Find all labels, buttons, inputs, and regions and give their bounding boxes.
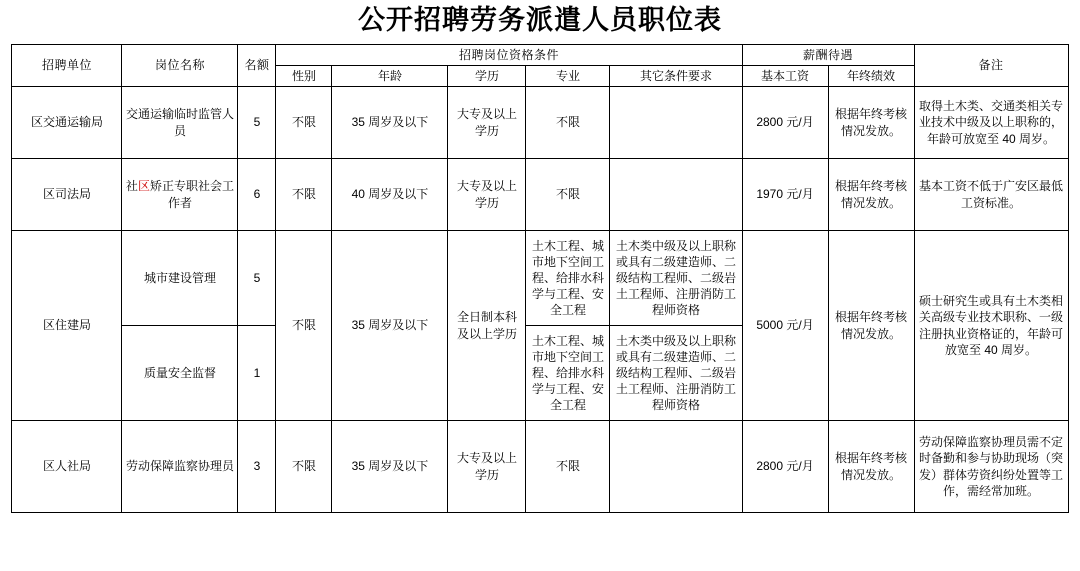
cell-education: 大专及以上学历 <box>448 159 526 231</box>
cell-position: 劳动保障监察协理员 <box>122 421 238 513</box>
table-row <box>12 87 1068 159</box>
cell-quota: 5 <box>238 87 276 159</box>
cell-position: 交通运输临时监管人员 <box>122 87 238 159</box>
cell-age: 40 周岁及以下 <box>332 159 448 231</box>
table-row <box>12 421 1068 513</box>
cell-gender: 不限 <box>276 421 332 513</box>
cell-remark: 基本工资不低于广安区最低工资标准。 <box>914 159 1068 231</box>
cell-quota: 3 <box>238 421 276 513</box>
cell-unit: 区交通运输局 <box>12 87 122 159</box>
cell-age: 35 周岁及以下 <box>332 231 448 421</box>
cell-major: 不限 <box>526 159 610 231</box>
cell-other: 土木类中级及以上职称或具有二级建造师、二级结构工程师、二级岩土工程师、注册消防工程师资格 <box>610 231 742 326</box>
cell-gender: 不限 <box>276 159 332 231</box>
cell-quota: 6 <box>238 159 276 231</box>
cell-other <box>610 421 742 513</box>
cell-position: 质量安全监督 <box>122 326 238 421</box>
cell-remark: 硕士研究生或具有土木类相关高级专业技术职称、一级注册执业资格证的，年龄可放宽至 40 周岁。 <box>914 231 1068 421</box>
cell-other: 土木类中级及以上职称或具有二级建造师、二级结构工程师、二级岩土工程师、注册消防工程师资格 <box>610 326 742 421</box>
cell-base-salary: 2800 元/月 <box>742 87 828 159</box>
header-remark: 备注 <box>914 44 1068 86</box>
cell-year-end: 根据年终考核情况发放。 <box>828 87 914 159</box>
cell-unit: 区住建局 <box>12 231 122 421</box>
cell-quota: 1 <box>238 326 276 421</box>
header-salary-group: 薪酬待遇 <box>742 44 914 65</box>
header-gender: 性别 <box>276 65 332 86</box>
header-major: 专业 <box>526 65 610 86</box>
cell-other <box>610 87 742 159</box>
cell-major: 不限 <box>526 421 610 513</box>
cell-major: 土木工程、城市地下空间工程、给排水科学与工程、安全工程 <box>526 326 610 421</box>
cell-age: 35 周岁及以下 <box>332 87 448 159</box>
table-row <box>12 231 1068 326</box>
cell-unit: 区人社局 <box>12 421 122 513</box>
position-text-part1: 社 <box>125 179 138 194</box>
header-age: 年龄 <box>332 65 448 86</box>
recruitment-table <box>11 44 1068 513</box>
table-header-row-1 <box>12 44 1068 65</box>
header-education: 学历 <box>448 65 526 86</box>
header-position: 岗位名称 <box>122 44 238 86</box>
cell-gender: 不限 <box>276 231 332 421</box>
cell-unit: 区司法局 <box>12 159 122 231</box>
cell-position <box>122 159 238 231</box>
header-other: 其它条件要求 <box>610 65 742 86</box>
cell-base-salary: 5000 元/月 <box>742 231 828 421</box>
position-text-highlight: 区 <box>137 179 150 194</box>
cell-remark: 劳动保障监察协理员需不定时备勤和参与协助现场（突发）群体劳资纠纷处置等工作，需经常加班。 <box>914 421 1068 513</box>
cell-year-end: 根据年终考核情况发放。 <box>828 231 914 421</box>
header-year-end: 年终绩效 <box>828 65 914 86</box>
cell-quota: 5 <box>238 231 276 326</box>
header-unit: 招聘单位 <box>12 44 122 86</box>
cell-education: 大专及以上学历 <box>448 421 526 513</box>
cell-major: 不限 <box>526 87 610 159</box>
cell-base-salary: 2800 元/月 <box>742 421 828 513</box>
cell-other <box>610 159 742 231</box>
cell-major: 土木工程、城市地下空间工程、给排水科学与工程、安全工程 <box>526 231 610 326</box>
cell-remark: 取得土木类、交通类相关专业技术中级及以上职称的，年龄可放宽至 40 周岁。 <box>914 87 1068 159</box>
page-title: 公开招聘劳务派遣人员职位表 <box>358 5 722 35</box>
cell-gender: 不限 <box>276 87 332 159</box>
table-row <box>12 159 1068 231</box>
cell-base-salary: 1970 元/月 <box>742 159 828 231</box>
cell-education: 全日制本科及以上学历 <box>448 231 526 421</box>
cell-position: 城市建设管理 <box>122 231 238 326</box>
position-text-part2: 矫正专职社会工作者 <box>149 179 234 210</box>
cell-year-end: 根据年终考核情况发放。 <box>828 421 914 513</box>
header-quota: 名额 <box>238 44 276 86</box>
header-base-salary: 基本工资 <box>742 65 828 86</box>
cell-year-end: 根据年终考核情况发放。 <box>828 159 914 231</box>
cell-age: 35 周岁及以下 <box>332 421 448 513</box>
cell-education: 大专及以上学历 <box>448 87 526 159</box>
header-qualification-group: 招聘岗位资格条件 <box>276 44 742 65</box>
